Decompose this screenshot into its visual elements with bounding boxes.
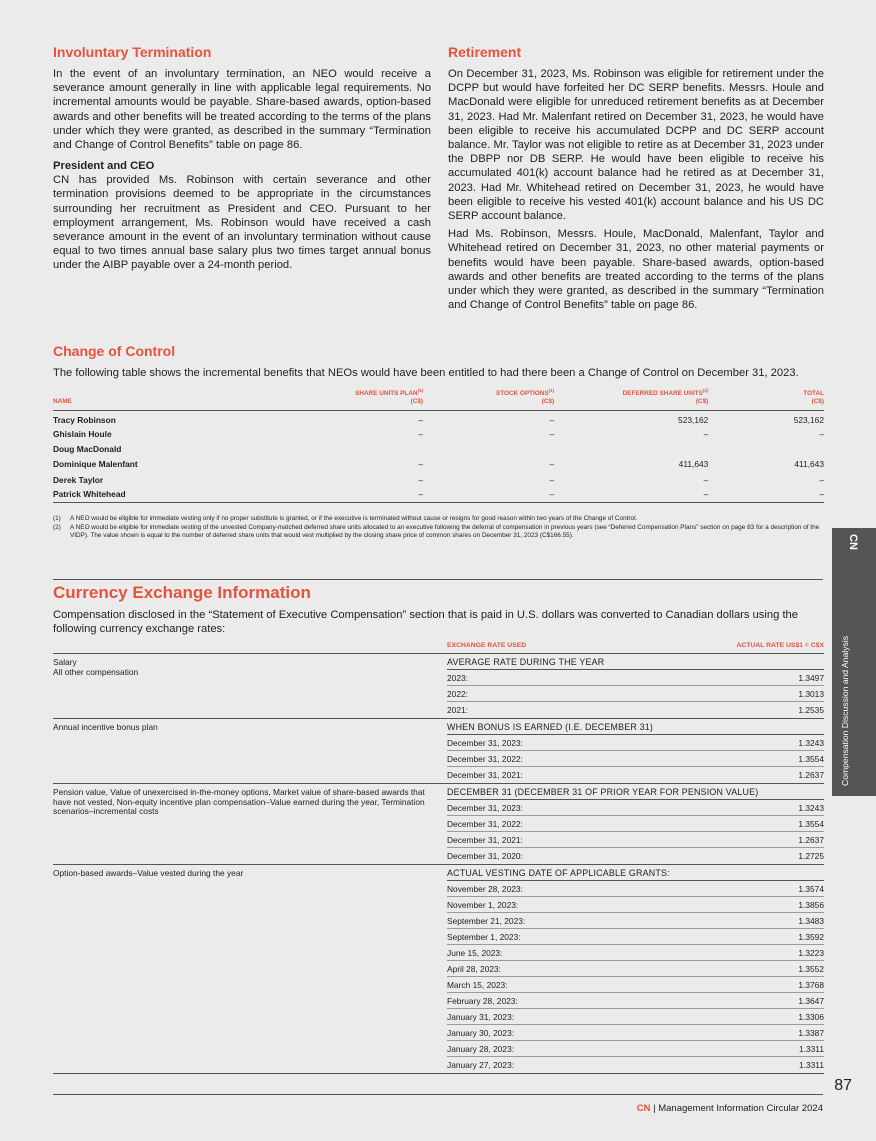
president-ceo-body: CN has provided Ms. Robinson with certain severance and other termination provisions deemed to be appropriate in the circumstances surrounding her recruitment as President and CEO. Pursuant to her employment arrangement, Ms. Robinson would have received a cash severance amount in the event of an involuntary termination without cause equal to two times annual base salary plus two times target annual bonus under the AIBP payable over a 24-month period.	[53, 174, 431, 272]
rate-value: 1.2535	[798, 705, 824, 715]
rate-group-values	[447, 654, 824, 718]
col-header-stock-options: STOCK OPTIONS$^{(1)}$ (C$)	[423, 387, 554, 411]
row-name: Dominique Malenfant	[53, 459, 138, 470]
rate-row	[447, 751, 824, 767]
footnote-2	[53, 524, 824, 540]
rate-row	[447, 848, 824, 864]
retirement-body-2: Had Ms. Robinson, Messrs. Houle, MacDonald, Malenfant, Taylor and Whitehead retired on December 31, 2023, no other material payments or benefits would have been payable. Share-based awards, option-based awards and other benefits are treated according to the terms of the plans under which they were granted, as described in the summary “Termination and Change of Control Benefits” table on page 86.	[448, 228, 824, 312]
footnotes	[53, 515, 824, 541]
col-header-total: TOTAL (C$)	[708, 387, 824, 411]
rate-value: 1.2725	[798, 851, 824, 861]
rate-period: December 31, 2023:	[447, 738, 523, 748]
rate-value: 1.2637	[798, 770, 824, 780]
currency-table-body	[53, 654, 824, 1074]
row-stock-options: –	[549, 428, 555, 439]
footer-brand: CN	[636, 1103, 651, 1114]
row-stock-options: –	[549, 459, 555, 470]
rate-row	[447, 816, 824, 832]
rate-value: 1.3306	[798, 1012, 824, 1022]
rate-group-heading: DECEMBER 31 (DECEMBER 31 OF PRIOR YEAR FOR PENSION VALUE)	[447, 784, 824, 800]
involuntary-termination-section	[53, 44, 431, 273]
rate-period: April 28, 2023:	[447, 964, 502, 974]
rate-row	[447, 929, 824, 945]
rate-period: January 27, 2023:	[447, 1060, 515, 1070]
row-dsu	[554, 441, 708, 456]
row-stock-options: –	[549, 474, 555, 485]
change-of-control-intro: The following table shows the incremental benefits that NEOs would have been entitled to had there been a Change of Control on December 31, 2023.	[53, 367, 799, 379]
change-of-control-section	[53, 343, 824, 503]
rate-value: 1.3554	[798, 819, 824, 829]
rate-row	[447, 800, 824, 816]
rate-row	[447, 735, 824, 751]
table-row	[53, 472, 824, 487]
footnote-text: A NEO would be eligible for immediate vesting only if no proper substitute is granted, or if the executive is terminated without cause or resigns for good reason within two years of the Change of Control.	[70, 515, 638, 522]
rate-period: November 28, 2023:	[447, 884, 523, 894]
rate-row	[447, 913, 824, 929]
row-share-units: –	[418, 474, 424, 485]
table-row	[53, 426, 824, 441]
rate-period: November 1, 2023:	[447, 900, 519, 910]
president-ceo-subheading: President and CEO	[53, 160, 155, 173]
retirement-section	[448, 44, 824, 312]
footnote-1	[53, 515, 824, 523]
row-dsu: –	[703, 474, 709, 485]
rate-row	[447, 1057, 824, 1073]
rate-value: 1.3311	[799, 1060, 824, 1070]
rate-group-values	[447, 865, 824, 1073]
currency-exchange-intro: Compensation disclosed in the “Statement of Executive Compensation” section that is paid in U.S. dollars was converted to Canadian dollars using the following currency exchange rates:	[53, 609, 798, 635]
col-header-share-units: SHARE UNITS PLAN$^{(1)}$ (C$)	[269, 387, 423, 411]
change-of-control-heading: Change of Control	[53, 343, 176, 359]
row-stock-options: –	[423, 488, 554, 503]
rate-row	[447, 881, 824, 897]
rate-period: 2022:	[447, 689, 468, 699]
rate-period: September 1, 2023:	[447, 932, 521, 942]
rate-group-values	[447, 784, 824, 864]
row-total	[708, 441, 824, 456]
rate-group	[53, 865, 824, 1074]
cn-logo-icon: CN	[847, 534, 859, 550]
row-share-units: –	[269, 488, 423, 503]
rate-row	[447, 832, 824, 848]
col-header-exchange-rate: EXCHANGE RATE USED	[447, 642, 527, 649]
row-share-units: –	[418, 428, 424, 439]
footer-separator: |	[653, 1103, 656, 1114]
currency-exchange-heading: Currency Exchange Information	[53, 583, 311, 602]
rate-value: 1.2637	[798, 835, 824, 845]
row-dsu: –	[703, 428, 709, 439]
footnote-number: (2)	[53, 524, 61, 531]
rate-period: January 30, 2023:	[447, 1028, 515, 1038]
rate-group	[53, 654, 824, 719]
row-total: –	[819, 428, 824, 439]
rate-period: December 31, 2020:	[447, 851, 523, 861]
rate-group-heading: AVERAGE RATE DURING THE YEAR	[447, 654, 824, 670]
row-name: Ghislain Houle	[53, 428, 112, 439]
rate-group	[53, 719, 824, 784]
row-dsu: –	[554, 488, 708, 503]
footnote-text: A NEO would be eligible for immediate vesting of the unvested Company-matched deferred share units allocated to an executive following the deferral of compensation in previous years (see “Deferred Compensation Plans” section on page 83 for a description of the VIDP). The value shown is equal to the number of deferred share units that would vest multiplied by the closing share price of common shares on December 31, 2023 (C$166.55).	[70, 524, 820, 539]
rate-group-heading: ACTUAL VESTING DATE OF APPLICABLE GRANTS:	[447, 865, 824, 881]
col-header-actual-rate: ACTUAL RATE US$1 = C$X	[736, 642, 824, 649]
row-total: 411,643	[794, 459, 824, 470]
rate-period: January 31, 2023:	[447, 1012, 515, 1022]
row-name: Doug MacDonald	[53, 444, 122, 455]
section-divider	[53, 579, 823, 580]
rate-row	[447, 702, 824, 718]
rate-row	[447, 961, 824, 977]
rate-value: 1.3552	[798, 964, 824, 974]
involuntary-termination-body: In the event of an involuntary termination, an NEO would receive a severance amount generally in line with applicable legal requirements. No incremental amounts would be payable. Share-based awards, option-based awards and other benefits will be treated according to the terms of the plans under which they were granted, as described in the summary “Termination and Change of Control Benefits” table on page 86.	[53, 68, 431, 152]
rate-row	[447, 945, 824, 961]
row-stock-options	[423, 441, 554, 456]
rate-value: 1.3243	[798, 738, 824, 748]
rate-period: February 28, 2023:	[447, 996, 518, 1006]
table-row	[53, 411, 824, 426]
rate-value: 1.3574	[798, 884, 824, 894]
side-tab-label: Compensation Discussion and Analysis	[840, 636, 850, 786]
row-stock-options: –	[549, 415, 555, 426]
row-name: Patrick Whitehead	[53, 488, 269, 503]
rate-value: 1.3768	[798, 980, 824, 990]
footer-title: Management Information Circular 2024	[658, 1103, 823, 1114]
rate-value: 1.3856	[798, 900, 824, 910]
footnote-number: (1)	[53, 515, 61, 522]
rate-row	[447, 897, 824, 913]
rate-period: December 31, 2021:	[447, 770, 523, 780]
change-of-control-table	[53, 387, 824, 503]
rate-value: 1.3554	[798, 754, 824, 764]
page-footer	[637, 1103, 823, 1114]
rate-value: 1.3647	[798, 996, 824, 1006]
section-side-tab[interactable]	[832, 528, 876, 796]
rate-row	[447, 767, 824, 783]
page-number: 87	[834, 1077, 852, 1094]
row-share-units	[269, 441, 423, 456]
rate-group-heading: WHEN BONUS IS EARNED (I.E. DECEMBER 31)	[447, 719, 824, 735]
rate-period: December 31, 2021:	[447, 835, 523, 845]
rate-row	[447, 1041, 824, 1057]
rate-group-label: Salary All other compensation	[53, 657, 139, 677]
rate-value: 1.3592	[798, 932, 824, 942]
rate-group	[53, 784, 824, 865]
rate-period: June 15, 2023:	[447, 948, 503, 958]
row-name: Tracy Robinson	[53, 415, 116, 426]
rate-value: 1.3311	[799, 1044, 824, 1054]
rate-period: March 15, 2023:	[447, 980, 508, 990]
table-row	[53, 441, 824, 456]
rate-row	[447, 977, 824, 993]
rate-value: 1.3483	[798, 916, 824, 926]
table-row	[53, 488, 824, 503]
row-share-units: –	[418, 415, 424, 426]
rate-group-label: Pension value, Value of unexercised in-the-money options, Market value of share-based awards that have not vested, Non-equity incentive plan compensation–Value earned during the year, Termination scenarios–incremental costs	[53, 787, 425, 817]
rate-row	[447, 670, 824, 686]
currency-exchange-section	[53, 583, 824, 1074]
col-header-dsu: DEFERRED SHARE UNITS$^{(2)}$ (C$)	[554, 387, 708, 411]
retirement-heading: Retirement	[448, 44, 522, 60]
rate-row	[447, 1025, 824, 1041]
rate-group-label: Annual incentive bonus plan	[53, 722, 158, 732]
rate-period: September 21, 2023:	[447, 916, 526, 926]
rate-value: 1.3497	[798, 673, 824, 683]
rate-row	[447, 686, 824, 702]
rate-period: December 31, 2022:	[447, 754, 523, 764]
row-name: Derek Taylor	[53, 474, 104, 485]
col-header-name: NAME	[53, 387, 269, 411]
table-row	[53, 457, 824, 472]
currency-table-header	[53, 640, 824, 654]
row-share-units: –	[418, 459, 424, 470]
rate-group-values	[447, 719, 824, 783]
rate-value: 1.3013	[798, 689, 824, 699]
row-total: 523,162	[793, 415, 824, 426]
row-dsu: 411,643	[678, 459, 709, 470]
rate-value: 1.3387	[798, 1028, 824, 1038]
involuntary-termination-heading: Involuntary Termination	[53, 44, 212, 60]
rate-period: December 31, 2022:	[447, 819, 523, 829]
row-dsu: 523,162	[678, 415, 709, 426]
table-header-row	[53, 387, 824, 411]
rate-period: 2023:	[447, 673, 468, 683]
rate-period: 2021:	[447, 705, 468, 715]
rate-value: 1.3243	[798, 803, 824, 813]
rate-period: January 28, 2023:	[447, 1044, 515, 1054]
footer-rule	[53, 1094, 823, 1095]
rate-group-label: Option-based awards–Value vested during the year	[53, 868, 244, 878]
rate-row	[447, 993, 824, 1009]
rate-row	[447, 1009, 824, 1025]
rate-value: 1.3223	[798, 948, 824, 958]
retirement-body-1: On December 31, 2023, Ms. Robinson was eligible for retirement under the DCPP but would have forfeited her DC SERP benefits. Messrs. Houle and MacDonald were eligible for unreduced retirement benefits as at December 31, 2023. Had Mr. Malenfant retired on December 31, 2023, he would have been eligible to receive his accumulated DCPP and DC SERP account balance. Mr. Taylor was not eligible to retire as at December 31, 2023 under the DBPP nor DB SERP. He would have been eligible to receive his accumulated 401(k) account balance had he retired as at December 31, 2023. Had Mr. Whitehead retired on December 31, 2023, he would have been eligible to receive his vested 401(k) account balance and his US DC SERP account balance.	[448, 68, 824, 223]
row-total: –	[708, 488, 824, 503]
rate-period: December 31, 2023:	[447, 803, 523, 813]
row-total: –	[819, 474, 824, 485]
